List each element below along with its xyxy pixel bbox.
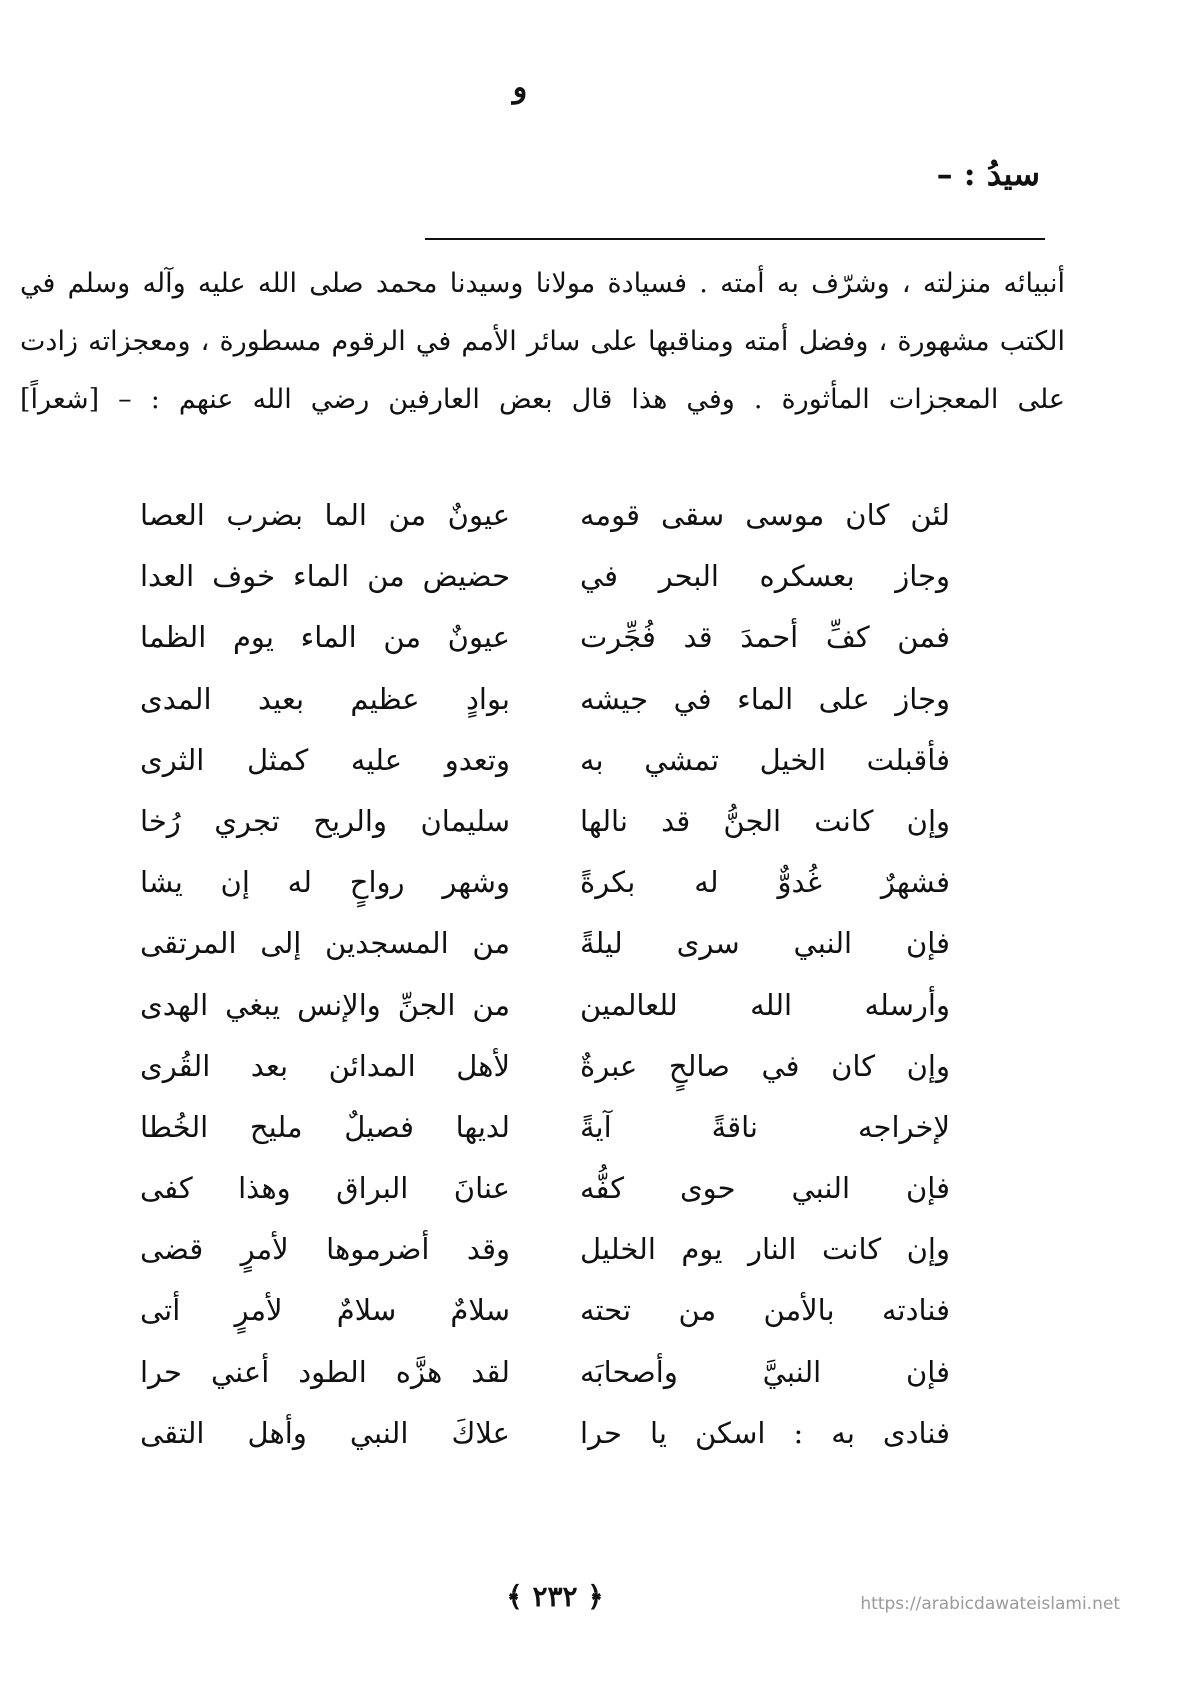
verse-second-hemistich: لديها فصيلٌ مليح الخُطا [140,1109,510,1144]
verse-second-hemistich: من المسجدين إلى المرتقى [140,926,510,961]
verse-second-hemistich: حضيض من الماء خوف العدا [140,559,510,594]
verse-first-hemistich: لئن كان موسى سقى قومه [580,498,950,532]
verse-second-hemistich: لقد هزَّه الطود أعني حرا [140,1354,510,1389]
verse-second-hemistich: من الجنِّ والإنس يبغي الهدى [140,987,510,1022]
verse-first-hemistich: وجاز بعسكره البحر في [580,559,950,594]
poem-verse [140,913,950,974]
verse-second-hemistich: عيونٌ من الما بضرب العصا [140,498,510,532]
verse-first-hemistich: فإن النبي سرى ليلةً [580,926,950,961]
verse-first-hemistich: فنادته بالأمن من تحته [580,1293,950,1328]
verse-second-hemistich: علاكَ النبي وأهل التقى [140,1415,510,1450]
poem-verse [140,852,950,913]
poem-verse [140,607,950,668]
poem-verse [140,791,950,852]
poem-verse [140,1219,950,1280]
verse-first-hemistich: فنادى به : اسكن يا حرا [580,1415,950,1450]
poem-verse [140,975,950,1036]
poem-verse [140,485,950,546]
verse-first-hemistich: فمن كفِّ أحمدَ قد فُجِّرت [580,620,950,655]
source-watermark: https://arabicdawateislami.net [860,1594,1120,1614]
verse-first-hemistich: وإن كانت الجنُّ قد نالها [580,803,950,838]
paragraph-line: أنبيائه منزلته ، وشرّف به أمته . فسيادة مولانا وسيدنا محمد صلى الله عليه وآله وسلم في [20,268,1065,299]
heading-divider [425,238,1045,240]
verse-first-hemistich: فشهرٌ غُدوٌّ له بكرةً [580,865,950,900]
verse-second-hemistich: وقد أضرموها لأمرٍ قضى [140,1232,510,1267]
section-heading: سيدُ : – [936,155,1040,193]
verse-first-hemistich: فإن النبي حوى كفُّه [580,1171,950,1206]
poem-verse [140,1097,950,1158]
verse-first-hemistich: وإن كان في صالحٍ عبرةٌ [580,1048,950,1083]
intro-paragraph [20,255,1065,429]
poem-verse [140,1036,950,1097]
verse-first-hemistich: وأرسله الله للعالمين [580,987,950,1022]
verse-first-hemistich: فأقبلت الخيل تمشي به [580,742,950,777]
poem-verse [140,1403,950,1464]
verse-second-hemistich: سليمان والريح تجري رُخا [140,803,510,838]
verse-second-hemistich: لأهل المدائن بعد القُرى [140,1048,510,1083]
verse-first-hemistich: فإن النبيَّ وأصحابَه [580,1354,950,1389]
verse-second-hemistich: عيونٌ من الماء يوم الظما [140,620,510,655]
poem-verse [140,1342,950,1403]
poem-verse [140,546,950,607]
verse-second-hemistich: وتعدو عليه كمثل الثرى [140,742,510,777]
poem-verse [140,730,950,791]
paragraph-line: الكتب مشهورة ، وفضل أمته ومناقبها على سائر الأمم في الرقوم مسطورة ، ومعجزاته زادت [20,326,1065,357]
verse-first-hemistich: لإخراجه ناقةً آيةً [580,1109,950,1144]
page-number: ﴿ ٢٣٢ ﴾ [506,1580,604,1613]
poem-verse [140,669,950,730]
top-letter: و [512,70,528,105]
verse-second-hemistich: وشهر رواحٍ له إن يشا [140,865,510,900]
verse-first-hemistich: وجاز على الماء في جيشه [580,681,950,716]
verse-second-hemistich: سلامٌ سلامٌ لأمرٍ أتى [140,1293,510,1328]
paragraph-line: على المعجزات المأثورة . وفي هذا قال بعض العارفين رضي الله عنهم : – [شعراً] [20,384,1065,415]
poem-verse [140,1280,950,1341]
verse-second-hemistich: عنانَ البراق وهذا كفى [140,1171,510,1206]
poem-verse [140,1158,950,1219]
verse-second-hemistich: بوادٍ عظيم بعيد المدى [140,681,510,716]
verse-first-hemistich: وإن كانت النار يوم الخليل [580,1232,950,1267]
poem [140,485,950,1464]
